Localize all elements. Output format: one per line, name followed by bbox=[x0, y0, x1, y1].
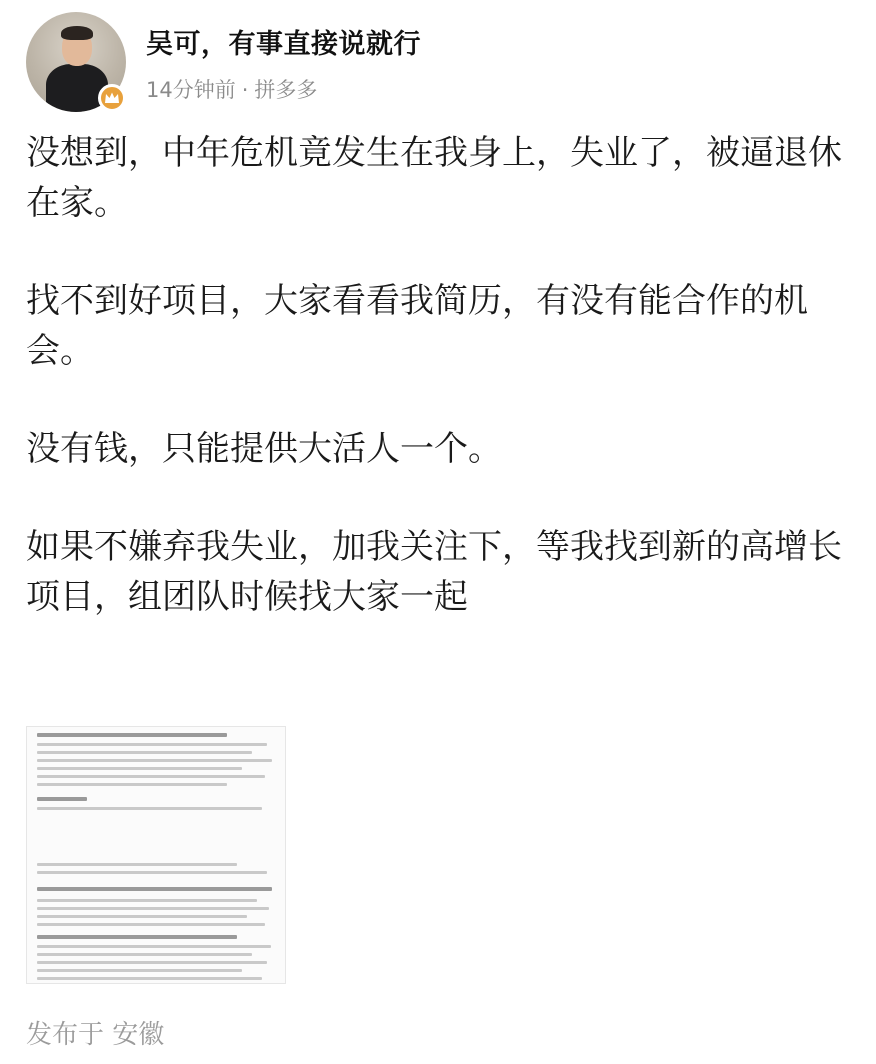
attached-document-image[interactable] bbox=[26, 726, 286, 984]
doc-line bbox=[37, 743, 267, 746]
post-paragraph: 找不到好项目，大家看看我简历，有没有能合作的机会。 bbox=[26, 281, 808, 371]
author-name[interactable]: 吴可，有事直接说就行 bbox=[146, 29, 421, 60]
doc-line bbox=[37, 783, 227, 786]
doc-line bbox=[37, 797, 87, 801]
doc-line bbox=[37, 953, 252, 956]
doc-line bbox=[37, 907, 269, 910]
doc-line bbox=[37, 775, 265, 778]
doc-line bbox=[37, 733, 227, 737]
doc-line bbox=[37, 863, 237, 866]
doc-line bbox=[37, 945, 271, 948]
doc-line bbox=[37, 961, 267, 964]
doc-line bbox=[37, 767, 242, 770]
post-meta bbox=[146, 74, 317, 104]
doc-line bbox=[37, 887, 272, 891]
post-source: 拼多多 bbox=[254, 78, 318, 102]
post-location: 发布于 安徽 bbox=[26, 1020, 165, 1050]
doc-line bbox=[37, 915, 247, 918]
doc-line bbox=[37, 969, 242, 972]
doc-line bbox=[37, 935, 237, 939]
post-time: 14分钟前 bbox=[146, 78, 236, 102]
meta-separator: · bbox=[241, 78, 249, 102]
avatar-hair bbox=[61, 26, 93, 40]
doc-line bbox=[37, 899, 257, 902]
post-paragraph: 没有钱，只能提供大活人一个。 bbox=[26, 429, 502, 469]
post-body bbox=[26, 128, 856, 670]
doc-line bbox=[37, 807, 262, 810]
post-paragraph: 如果不嫌弃我失业，加我关注下，等我找到新的高增长项目，组团队时候找大家一起 bbox=[26, 527, 842, 617]
crown-icon bbox=[98, 84, 126, 112]
post-header bbox=[26, 12, 856, 112]
doc-line bbox=[37, 751, 252, 754]
doc-line bbox=[37, 871, 267, 874]
doc-line bbox=[37, 923, 265, 926]
avatar-body bbox=[46, 64, 108, 112]
post-paragraph: 没想到，中年危机竟发生在我身上，失业了，被逼退休在家。 bbox=[26, 133, 842, 223]
doc-line bbox=[37, 977, 262, 980]
doc-line bbox=[37, 759, 272, 762]
